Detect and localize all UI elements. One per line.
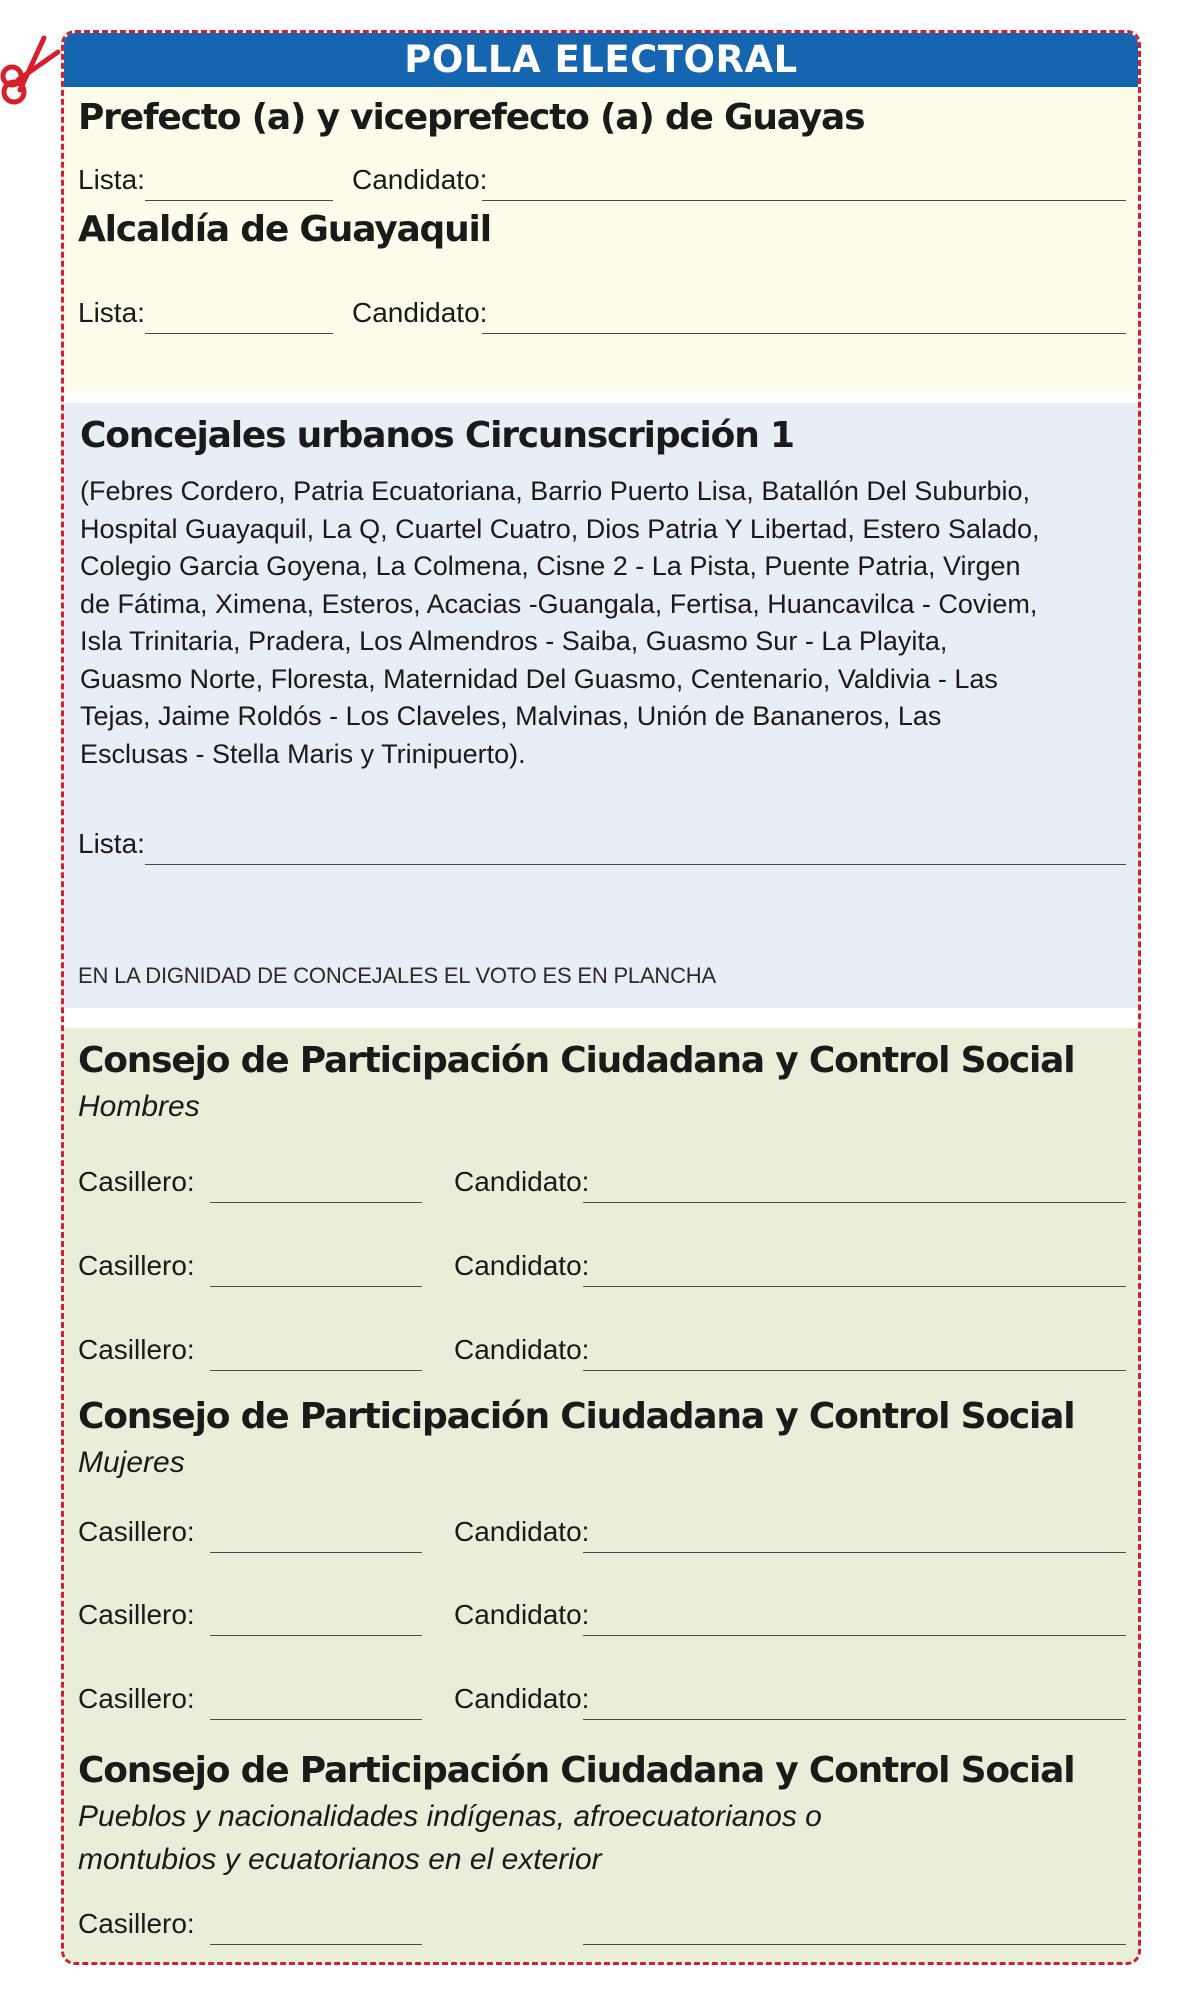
pueblos-candidato-field[interactable] bbox=[583, 1944, 1126, 1945]
hombres-candidato-label: Candidato: bbox=[454, 1166, 590, 1197]
section-cpccs bbox=[64, 1028, 1138, 1965]
hombres-casillero-label: Casillero: bbox=[78, 1334, 195, 1365]
prefecto-candidato-label: Candidato: bbox=[352, 164, 488, 195]
hombres-casillero-field[interactable] bbox=[210, 1370, 422, 1371]
cpccs-mujeres-subtitle: Mujeres bbox=[78, 1446, 185, 1479]
mujeres-candidato-label: Candidato: bbox=[454, 1599, 590, 1630]
mujeres-casillero-label: Casillero: bbox=[78, 1516, 195, 1547]
hombres-casillero-label: Casillero: bbox=[78, 1250, 195, 1281]
alcaldia-title: Alcaldía de Guayaquil bbox=[78, 209, 491, 250]
section-prefecto-alcaldia bbox=[64, 87, 1138, 391]
mujeres-casillero-label: Casillero: bbox=[78, 1683, 195, 1714]
prefecto-candidato-field[interactable] bbox=[482, 200, 1126, 201]
pueblos-casillero-label: Casillero: bbox=[78, 1908, 195, 1939]
cpccs-mujeres-title: Consejo de Participación Ciudadana y Control Social bbox=[78, 1396, 1075, 1437]
mujeres-casillero-label: Casillero: bbox=[78, 1599, 195, 1630]
ballot-card bbox=[61, 30, 1141, 1965]
cpccs-hombres-title: Consejo de Participación Ciudadana y Control Social bbox=[78, 1040, 1075, 1081]
scissors-icon bbox=[0, 30, 62, 122]
hombres-candidato-label: Candidato: bbox=[454, 1334, 590, 1365]
mujeres-candidato-label: Candidato: bbox=[454, 1516, 590, 1547]
alcaldia-lista-label: Lista: bbox=[78, 297, 145, 328]
hombres-candidato-field[interactable] bbox=[583, 1286, 1126, 1287]
hombres-candidato-label: Candidato: bbox=[454, 1250, 590, 1281]
mujeres-candidato-label: Candidato: bbox=[454, 1683, 590, 1714]
mujeres-candidato-field[interactable] bbox=[583, 1719, 1126, 1720]
concejales-note: EN LA DIGNIDAD DE CONCEJALES EL VOTO ES EN PLANCHA bbox=[78, 963, 716, 988]
hombres-candidato-field[interactable] bbox=[583, 1370, 1126, 1371]
concejales-lista-field[interactable] bbox=[145, 864, 1126, 865]
mujeres-casillero-field[interactable] bbox=[210, 1552, 422, 1553]
alcaldia-lista-field[interactable] bbox=[145, 333, 333, 334]
concejales-lista-label: Lista: bbox=[78, 828, 145, 859]
prefecto-lista-label: Lista: bbox=[78, 164, 145, 195]
mujeres-casillero-field[interactable] bbox=[210, 1719, 422, 1720]
cpccs-pueblos-subtitle: Pueblos y nacionalidades indígenas, afroecuatorianos o bbox=[78, 1800, 822, 1833]
hombres-casillero-field[interactable] bbox=[210, 1286, 422, 1287]
pueblos-casillero-field[interactable] bbox=[210, 1944, 422, 1945]
mujeres-candidato-field[interactable] bbox=[583, 1635, 1126, 1636]
cpccs-pueblos-title: Consejo de Participación Ciudadana y Control Social bbox=[78, 1750, 1075, 1791]
concejales-title: Concejales urbanos Circunscripción 1 bbox=[80, 415, 794, 456]
cpccs-pueblos-subtitle: montubios y ecuatorianos en el exterior bbox=[78, 1843, 602, 1876]
section-concejales bbox=[64, 403, 1138, 1008]
hombres-casillero-label: Casillero: bbox=[78, 1166, 195, 1197]
prefecto-lista-field[interactable] bbox=[145, 200, 333, 201]
page-title: POLLA ELECTORAL bbox=[64, 33, 1138, 87]
prefecto-title: Prefecto (a) y viceprefecto (a) de Guayas bbox=[78, 97, 865, 138]
hombres-candidato-field[interactable] bbox=[583, 1202, 1126, 1203]
cpccs-hombres-subtitle: Hombres bbox=[78, 1090, 200, 1123]
mujeres-casillero-field[interactable] bbox=[210, 1635, 422, 1636]
alcaldia-candidato-label: Candidato: bbox=[352, 297, 488, 328]
hombres-casillero-field[interactable] bbox=[210, 1202, 422, 1203]
concejales-description: (Febres Cordero, Patria Ecuatoriana, Barrio Puerto Lisa, Batallón Del Suburbio, Hospital Guayaquil, La Q, Cuartel Cuatro, Dios Patria Y Libertad, Estero Salado, Colegio Garcia Goyena, La Colmena, Cisne 2 - La Pista, Puente Patria, Virgen de Fátima, Ximena, Esteros, Acacias -Guangala, Fertisa, Huancavilca - Coviem, Isla Trinitaria, Pradera, Los Almendros - Saiba, Guasmo Sur - La Playita, Guasmo Norte, Floresta, Maternidad Del Guasmo, Centenario, Valdivia - Las Tejas, Jaime Roldós - Los Claveles, Malvinas, Unión de Bananeros, Las Esclusas - Stella Maris y Trinipuerto). bbox=[80, 476, 1040, 769]
alcaldia-candidato-field[interactable] bbox=[482, 333, 1126, 334]
mujeres-candidato-field[interactable] bbox=[583, 1552, 1126, 1553]
